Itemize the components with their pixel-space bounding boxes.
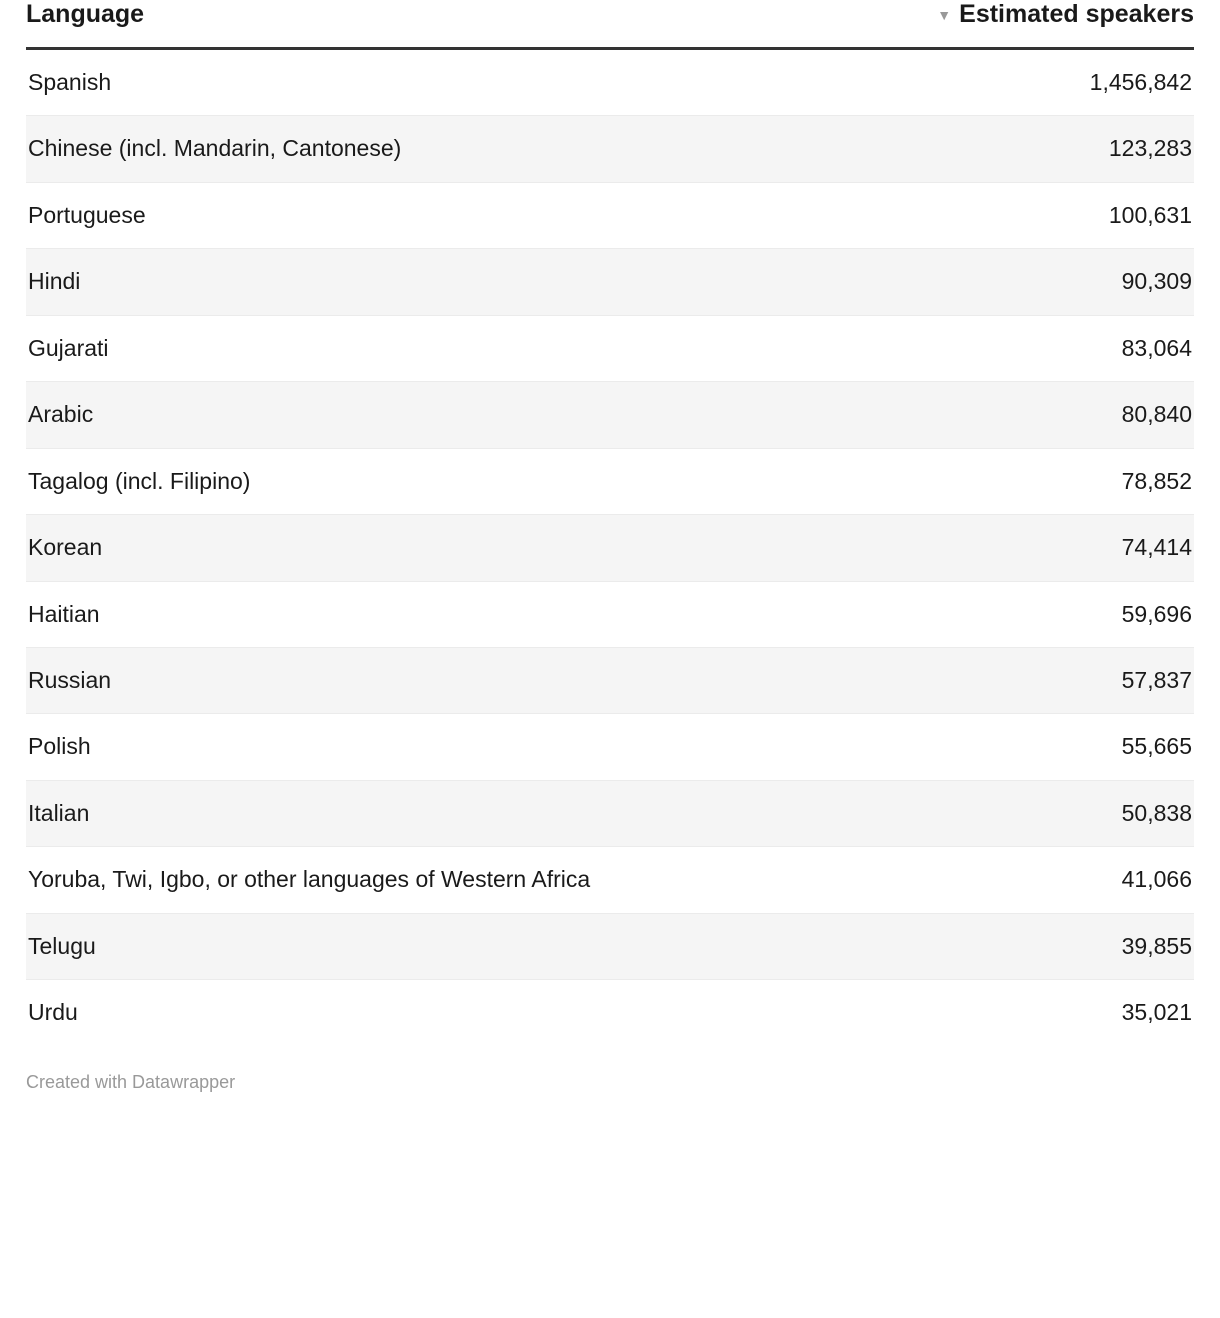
table-row — [26, 49, 1194, 116]
table-header — [26, 0, 1194, 49]
column-header-language[interactable] — [26, 0, 610, 49]
column-header-speakers[interactable] — [610, 0, 1194, 49]
column-header-speakers-label: Estimated speakers — [959, 0, 1194, 28]
cell-speakers: 59,696 — [610, 581, 1194, 647]
table-row — [26, 448, 1194, 514]
chart-credit: Created with Datawrapper — [26, 1071, 236, 1092]
cell-language: Haitian — [26, 581, 610, 647]
cell-language: Hindi — [26, 249, 610, 315]
cell-language: Arabic — [26, 382, 610, 448]
table-row — [26, 515, 1194, 581]
table-row — [26, 249, 1194, 315]
cell-language: Yoruba, Twi, Igbo, or other languages of Western Africa — [26, 847, 610, 913]
cell-language: Italian — [26, 780, 610, 846]
table-row — [26, 980, 1194, 1046]
table-row — [26, 847, 1194, 913]
table-row — [26, 182, 1194, 248]
table-row — [26, 780, 1194, 846]
cell-language: Russian — [26, 647, 610, 713]
table-row — [26, 116, 1194, 182]
cell-speakers: 100,631 — [610, 182, 1194, 248]
column-header-language-label: Language — [26, 0, 145, 28]
table-body — [26, 49, 1194, 1046]
cell-language: Telugu — [26, 913, 610, 979]
cell-speakers: 83,064 — [610, 315, 1194, 381]
cell-speakers: 41,066 — [610, 847, 1194, 913]
cell-speakers: 57,837 — [610, 647, 1194, 713]
cell-speakers: 80,840 — [610, 382, 1194, 448]
table-row — [26, 647, 1194, 713]
cell-language: Chinese (incl. Mandarin, Cantonese) — [26, 116, 610, 182]
table-row — [26, 382, 1194, 448]
cell-speakers: 55,665 — [610, 714, 1194, 780]
cell-speakers: 90,309 — [610, 249, 1194, 315]
cell-language: Tagalog (incl. Filipino) — [26, 448, 610, 514]
cell-speakers: 74,414 — [610, 515, 1194, 581]
table-row — [26, 913, 1194, 979]
table-row — [26, 581, 1194, 647]
table-row — [26, 714, 1194, 780]
caret-down-icon: ▼ — [937, 7, 952, 23]
cell-speakers: 78,852 — [610, 448, 1194, 514]
table-row — [26, 315, 1194, 381]
languages-table — [26, 0, 1194, 1046]
cell-language: Spanish — [26, 49, 610, 116]
cell-language: Gujarati — [26, 315, 610, 381]
table-header-row — [26, 0, 1194, 49]
cell-language: Urdu — [28, 999, 78, 1026]
cell-speakers: 39,855 — [610, 913, 1194, 979]
cell-language: Polish — [26, 714, 610, 780]
cell-language: Portuguese — [26, 182, 610, 248]
cell-speakers: 35,021 — [1121, 999, 1192, 1026]
cell-speakers: 50,838 — [610, 780, 1194, 846]
cell-speakers: 123,283 — [610, 116, 1194, 182]
cell-language: Korean — [26, 515, 610, 581]
cell-speakers: 1,456,842 — [610, 49, 1194, 116]
